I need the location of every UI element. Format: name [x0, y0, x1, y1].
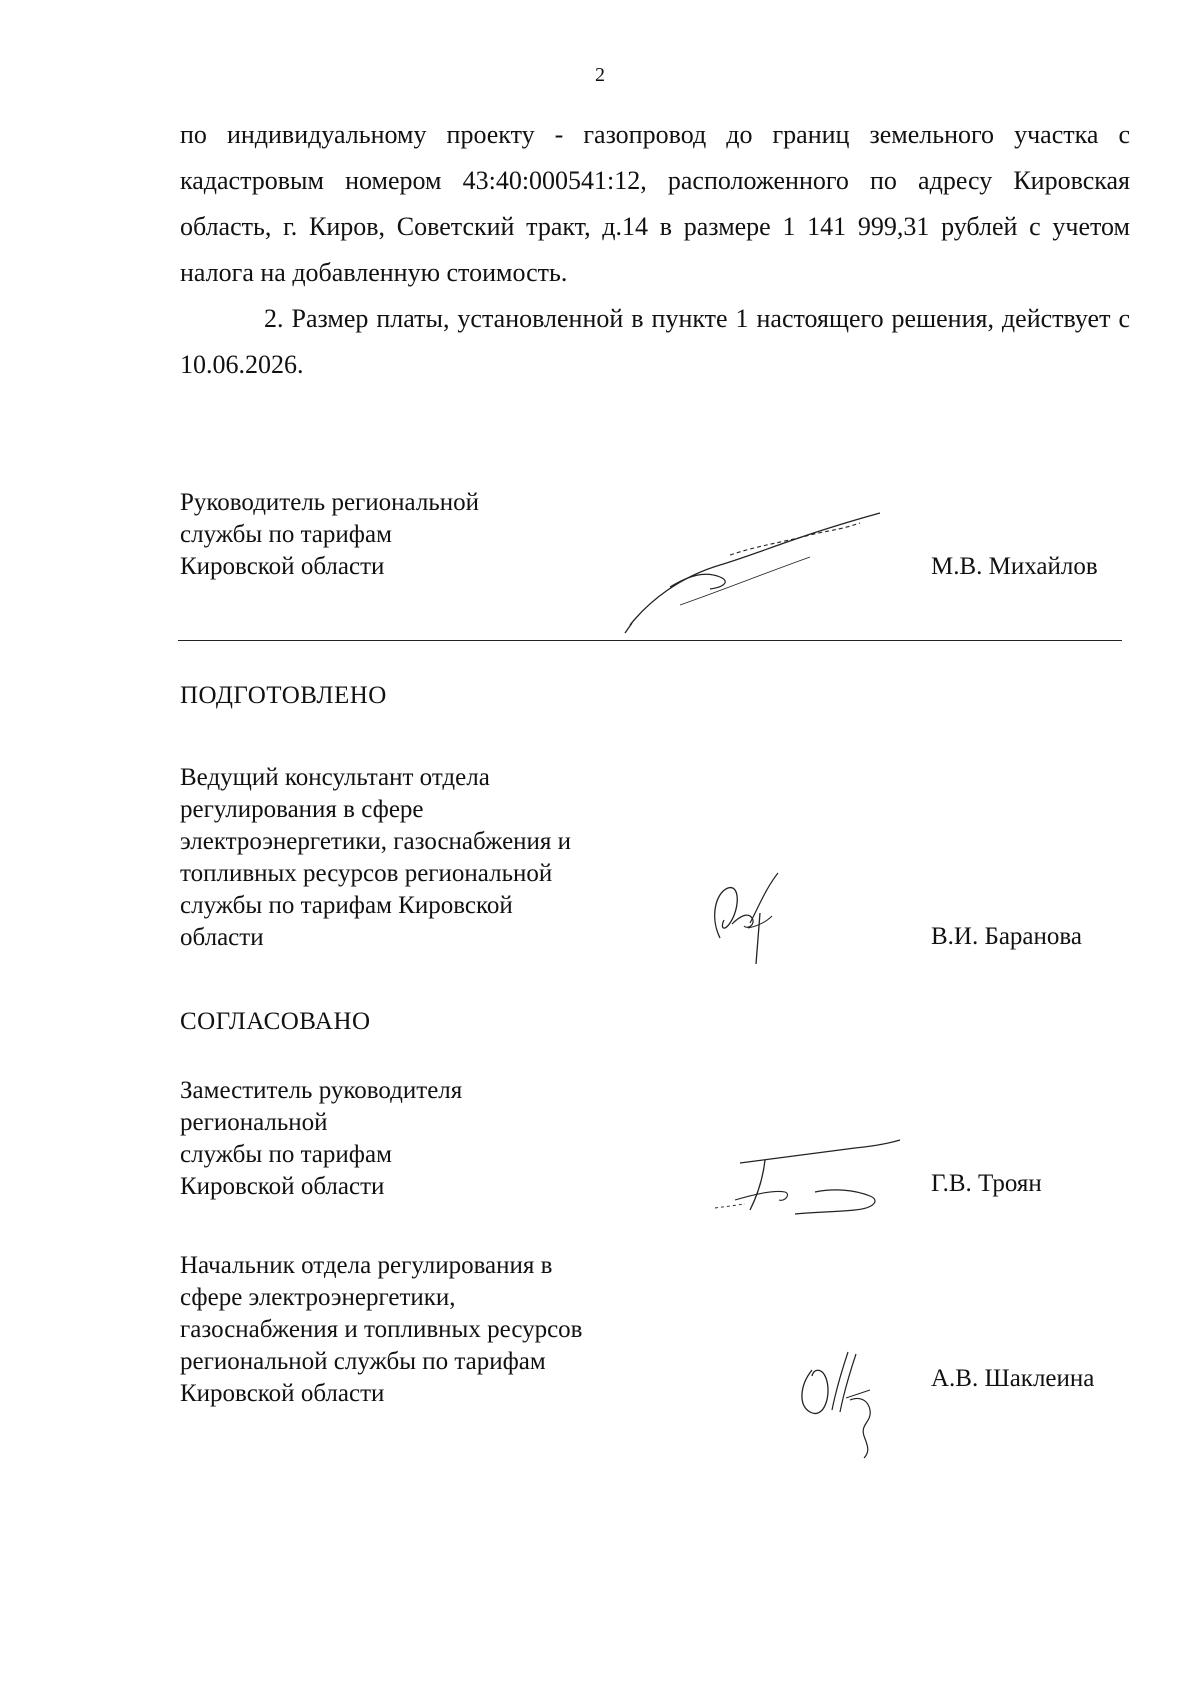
- agreed-signatory-1-title: [180, 1075, 462, 1203]
- paragraph-continuation: по индивидуальному проекту - газопровод до границ земельного участка с кадастровым номером 43:40:000541:12, расположенного по адресу Кировская область, г. Киров, Советский тракт, д.14 в размере 1 141 999,31 рублей с учетом налога на добавленную стоимость.: [180, 120, 1130, 287]
- paragraph-item-2: 2. Размер платы, установленной в пункте 1 настоящего решения, действует с 10.06.2026.: [180, 304, 1130, 379]
- title-line: газоснабжения и топливных ресурсов: [180, 1316, 583, 1343]
- title-line: Кировской области: [180, 553, 385, 580]
- title-line: Ведущий консультант отдела: [180, 764, 490, 791]
- title-line: топливных ресурсов региональной: [180, 860, 553, 887]
- prepared-heading: ПОДГОТОВЛЕНО: [180, 682, 387, 709]
- page-number: 2: [595, 64, 605, 86]
- head-signature: [610, 505, 900, 635]
- title-line: службы по тарифам Кировской: [180, 892, 513, 919]
- title-line: Начальник отдела регулирования в: [180, 1252, 553, 1279]
- prepared-title: [180, 762, 571, 954]
- title-line: Заместитель руководителя: [180, 1077, 463, 1104]
- agreed-signature-1: [705, 1138, 905, 1228]
- agreed-signatory-2-name: А.В. Шаклеина: [931, 1365, 1095, 1392]
- title-line: региональной: [180, 1109, 328, 1136]
- title-line: службы по тарифам: [180, 521, 392, 548]
- agreed-signatory-2-title: [180, 1250, 583, 1410]
- prepared-signature: [700, 868, 800, 968]
- title-line: регулирования в сфере: [180, 796, 424, 823]
- agreed-signatory-1-name: Г.В. Троян: [931, 1170, 1042, 1197]
- title-line: службы по тарифам: [180, 1141, 392, 1168]
- agreed-heading: СОГЛАСОВАНО: [180, 1008, 371, 1035]
- title-line: электроэнергетики, газоснабжения и: [180, 828, 572, 855]
- decision-text: [180, 112, 1130, 388]
- prepared-signatory-name: В.И. Баранова: [931, 923, 1082, 950]
- divider-line: [178, 640, 1122, 641]
- title-line: области: [180, 924, 264, 951]
- title-line: региональной службы по тарифам: [180, 1348, 546, 1375]
- title-line: Кировской области: [180, 1380, 385, 1407]
- head-signatory-name: М.В. Михайлов: [931, 553, 1098, 580]
- agreed-signature-2: [790, 1340, 900, 1460]
- title-line: Руководитель региональной: [180, 489, 479, 516]
- title-line: Кировской области: [180, 1173, 385, 1200]
- title-line: сфере электроэнергетики,: [180, 1284, 456, 1311]
- head-signatory-title: [180, 487, 479, 583]
